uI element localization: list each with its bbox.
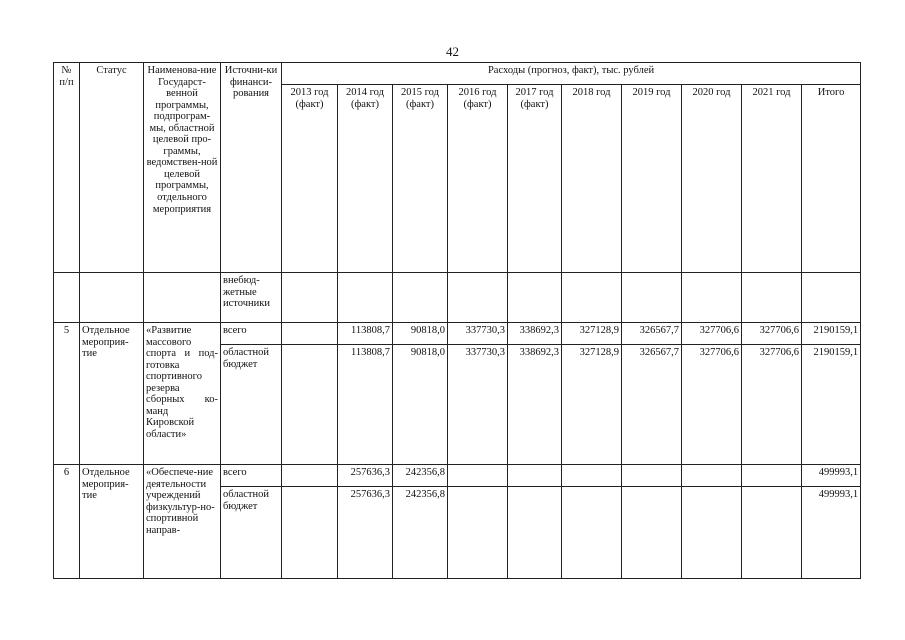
row-status: Отдельное мероприя-тие — [80, 465, 144, 579]
value-cell — [448, 465, 508, 487]
header-year-2015: 2015 год (факт) — [393, 85, 448, 273]
header-expenses: Расходы (прогноз, факт), тыс. рублей — [282, 63, 861, 85]
value-cell — [282, 345, 338, 465]
header-status: Статус — [80, 63, 144, 273]
header-year-2016: 2016 год (факт) — [448, 85, 508, 273]
value-cell — [282, 323, 338, 345]
value-cell: 338692,3 — [508, 323, 562, 345]
value-cell — [742, 487, 802, 579]
table-row — [54, 465, 861, 487]
value-cell: 90818,0 — [393, 345, 448, 465]
value-cell — [742, 465, 802, 487]
value-cell — [282, 487, 338, 579]
value-cell: 113808,7 — [338, 323, 393, 345]
header-total: Итого — [802, 85, 861, 273]
value-cell: 327128,9 — [562, 323, 622, 345]
value-cell: 337730,3 — [448, 345, 508, 465]
row-number: 6 — [54, 465, 80, 579]
value-cell: 257636,3 — [338, 465, 393, 487]
header-year-2017: 2017 год (факт) — [508, 85, 562, 273]
header-source: Источни-ки финанси-рования — [221, 63, 282, 273]
value-cell: 90818,0 — [393, 323, 448, 345]
value-cell — [508, 487, 562, 579]
header-name: Наименова-ние Государст-венной программы, подпрограм-мы, областной целевой про-граммы, ведомствен-ной целевой программы, отдельного мероприятия — [144, 63, 221, 273]
value-cell: 113808,7 — [338, 345, 393, 465]
value-cell — [562, 465, 622, 487]
value-cell: 2190159,1 — [802, 323, 861, 345]
source-cell: всего — [221, 323, 282, 345]
header-year-2018: 2018 год — [562, 85, 622, 273]
value-cell: 327706,6 — [742, 323, 802, 345]
value-cell — [682, 465, 742, 487]
page-number: 42 — [446, 44, 459, 59]
value-cell — [448, 487, 508, 579]
row-name: «Обеспече-ние деятельности учреждений физкультур-но-спортивной направ- — [144, 465, 221, 579]
value-cell: 499993,1 — [802, 487, 861, 579]
value-cell: 327128,9 — [562, 345, 622, 465]
value-cell: 499993,1 — [802, 465, 861, 487]
header-no: № п/п — [54, 63, 80, 273]
source-cell: областной бюджет — [221, 345, 282, 465]
header-year-2021: 2021 год — [742, 85, 802, 273]
source-cell: внебюд-жетные источники — [221, 273, 282, 323]
value-cell — [562, 487, 622, 579]
table-row — [54, 323, 861, 345]
value-cell: 337730,3 — [448, 323, 508, 345]
value-cell: 257636,3 — [338, 487, 393, 579]
value-cell: 327706,6 — [682, 345, 742, 465]
value-cell — [622, 487, 682, 579]
header-year-2014: 2014 год (факт) — [338, 85, 393, 273]
value-cell: 327706,6 — [682, 323, 742, 345]
value-cell — [622, 465, 682, 487]
value-cell: 326567,7 — [622, 323, 682, 345]
value-cell: 326567,7 — [622, 345, 682, 465]
header-year-2019: 2019 год — [622, 85, 682, 273]
value-cell: 2190159,1 — [802, 345, 861, 465]
source-cell: областной бюджет — [221, 487, 282, 579]
row-name: «Развитие массового спорта и под-готовка спортивного резерва сборных ко-манд Кировской области» — [144, 323, 221, 465]
row-status: Отдельное мероприя-тие — [80, 323, 144, 465]
value-cell: 242356,8 — [393, 487, 448, 579]
header-year-2013: 2013 год (факт) — [282, 85, 338, 273]
source-cell: всего — [221, 465, 282, 487]
value-cell: 242356,8 — [393, 465, 448, 487]
table-row — [54, 273, 861, 323]
value-cell — [508, 465, 562, 487]
row-number: 5 — [54, 323, 80, 465]
value-cell: 327706,6 — [742, 345, 802, 465]
value-cell — [682, 487, 742, 579]
value-cell — [282, 465, 338, 487]
budget-table — [53, 62, 861, 579]
header-year-2020: 2020 год — [682, 85, 742, 273]
value-cell: 338692,3 — [508, 345, 562, 465]
